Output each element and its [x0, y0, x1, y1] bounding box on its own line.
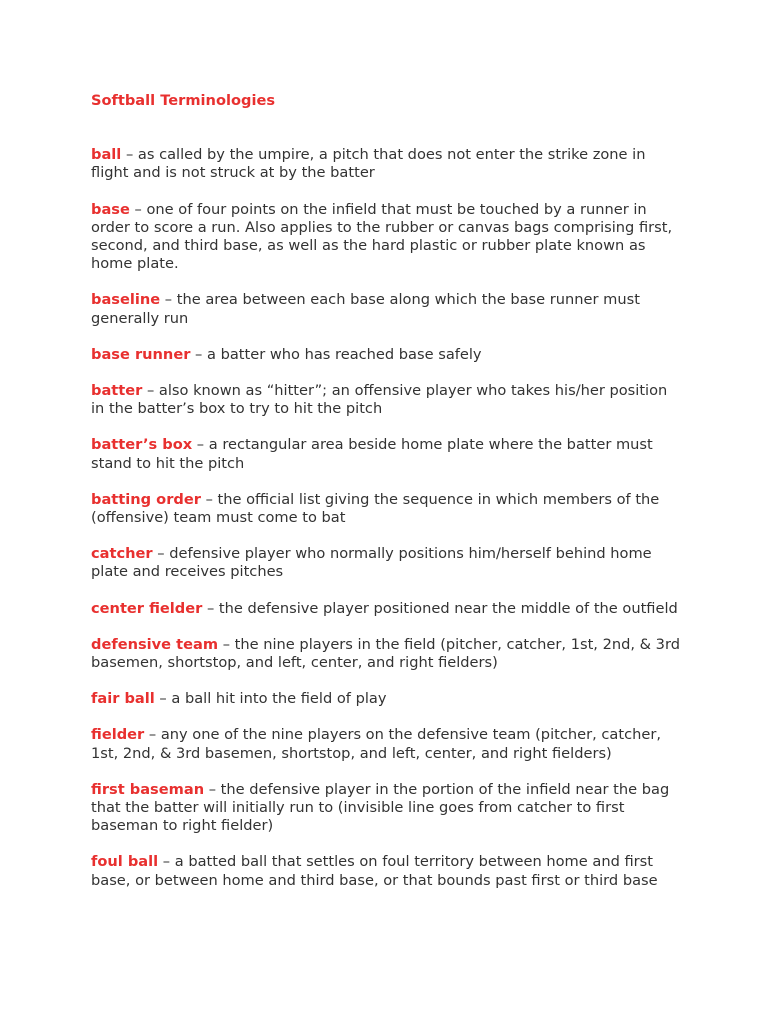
entry-term: foul ball [91, 853, 159, 871]
entry-definition: – the defensive player in the portion of the infield near the bag that the batter will initially run to (invisible line goes from catcher to first baseman to right fielder) [91, 780, 670, 835]
entry-definition: – a rectangular area beside home plate where the batter must stand to hit the pitch [91, 436, 653, 472]
glossary-entry [91, 636, 683, 672]
entry-term: center fielder [91, 599, 203, 617]
entry-definition: – a batter who has reached base safely [190, 345, 482, 363]
document-page [91, 92, 683, 908]
entry-term: base [91, 200, 130, 218]
glossary-entry [91, 690, 683, 708]
entry-term: ball [91, 146, 122, 164]
entry-definition: – one of four points on the infield that must be touched by a runner in order to score a run. Also applies to the rubber or canvas bags comprising first, second, and third base, as well as the hard plastic or rubber plate known as home plate. [91, 200, 673, 273]
entry-term: base runner [91, 345, 191, 363]
entry-definition: – a batted ball that settles on foul territory between home and first base, or between home and third base, or that bounds past first or third base [91, 853, 658, 889]
entry-term: defensive team [91, 635, 219, 653]
glossary-entry [91, 291, 683, 327]
entry-definition: – the area between each base along which the base runner must generally run [91, 291, 640, 327]
entry-term: batter’s box [91, 436, 193, 454]
glossary-entry [91, 382, 683, 418]
glossary-entry [91, 146, 683, 182]
entry-definition: – also known as “hitter”; an offensive player who takes his/her position in the batter’s box to try to hit the pitch [91, 382, 668, 418]
entry-term: batting order [91, 490, 201, 508]
entry-term: catcher [91, 545, 153, 563]
entry-term: fielder [91, 726, 145, 744]
glossary-entry [91, 346, 683, 364]
entry-definition: – defensive player who normally positions him/herself behind home plate and receives pitches [91, 545, 652, 581]
entry-term: fair ball [91, 690, 155, 708]
entry-definition: – the nine players in the field (pitcher, catcher, 1st, 2nd, & 3rd basemen, shortstop, and left, center, and right fielders) [91, 635, 680, 672]
glossary-entry [91, 853, 683, 889]
glossary-entry [91, 491, 683, 527]
glossary-entry [91, 600, 683, 618]
glossary-entry [91, 545, 683, 581]
entry-term: batter [91, 382, 143, 400]
glossary-entry [91, 436, 683, 472]
entry-definition: – any one of the nine players on the defensive team (pitcher, catcher, 1st, 2nd, & 3rd basemen, shortstop, and left, center, and right fielders) [91, 726, 661, 762]
entry-definition: – as called by the umpire, a pitch that does not enter the strike zone in flight and is not struck at by the batter [91, 146, 646, 182]
entry-definition: – the defensive player positioned near the middle of the outfield [202, 599, 678, 617]
entry-definition: – the official list giving the sequence in which members of the (offensive) team must come to bat [91, 490, 660, 527]
entry-term: first baseman [91, 780, 205, 798]
entry-definition: – a ball hit into the field of play [154, 690, 387, 708]
entry-term: baseline [91, 291, 161, 309]
glossary-entry [91, 781, 683, 836]
document-title: Softball Terminologies [91, 92, 276, 109]
glossary-entry [91, 726, 683, 762]
glossary-entry [91, 201, 683, 274]
